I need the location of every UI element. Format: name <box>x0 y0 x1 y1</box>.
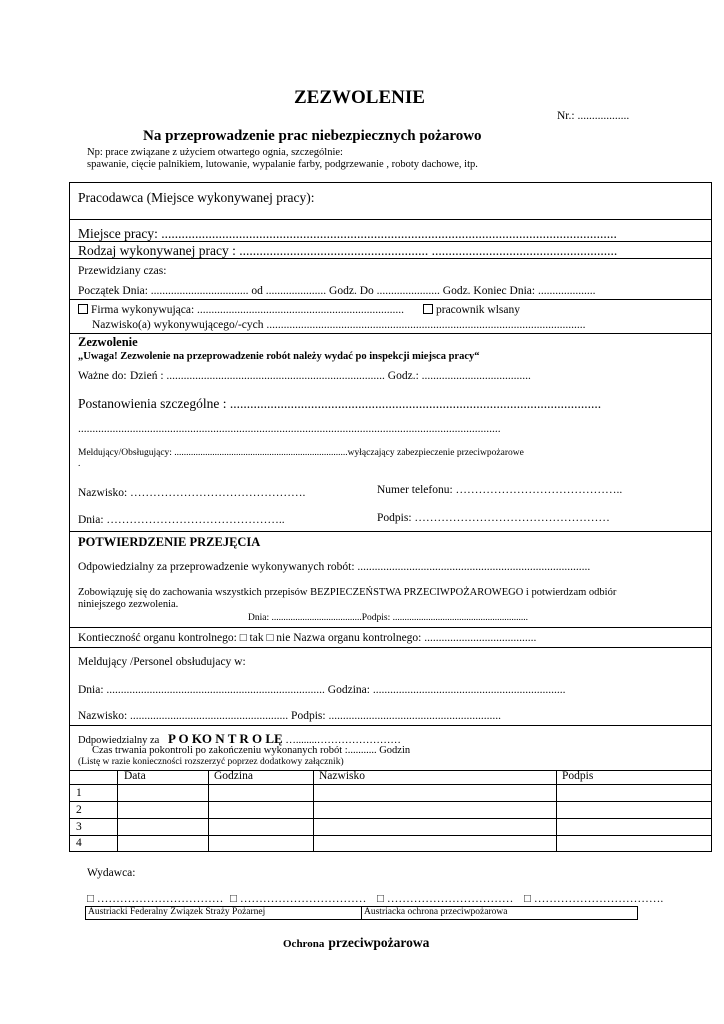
reporter-field[interactable]: Meldujący/Obsługujący: .........................................................................wyłączający zabezpieczenie przeciwpożarowe <box>78 448 524 458</box>
planned-time-label: Przewidziany czas: <box>78 265 167 277</box>
valid-until-label: Ważne do: <box>78 370 127 382</box>
control-body-field[interactable]: Kontieczność organu kontrolnego: □ tak □ nie Nazwa organu kontrolnego: ....................................... <box>78 632 537 644</box>
own-employee-option[interactable] <box>423 304 520 316</box>
bottom-title-small: Ochrona <box>283 938 325 950</box>
obligation-text-2: niniejszego zezwolenia. <box>78 599 179 610</box>
issuer-slot-2[interactable]: □ …………………………… <box>230 893 367 905</box>
acceptance-date-signature[interactable]: Dnia: ......................................Podpis: ......................................................... <box>248 613 528 623</box>
issuer-slot-4[interactable]: □ ……………………………. <box>524 893 664 905</box>
staff-label: Meldujący /Personel obsłudujacy w: <box>78 656 246 668</box>
phone-field[interactable]: Numer telefonu: …………………………………….. <box>377 484 623 496</box>
issuer-slot-3[interactable]: □ …………………………… <box>377 893 514 905</box>
employer-label: Pracodawca (Miejsce wykonywanej pracy): <box>78 190 315 205</box>
permit-warning: „Uwaga! Zezwolenie na przeprowadzenie robót należy wydać po inspekcji miejsca pracy“ <box>78 351 480 362</box>
bottom-title-big: przeciwpożarowa <box>328 935 430 950</box>
work-type-field[interactable]: Rodzaj wykonywanej pracy : ........................................................ ....................................................... <box>78 243 618 258</box>
document-subtitle: Na przeprowadzenie prac niebezpiecznych pożarowo <box>143 128 482 144</box>
special-provisions-continuation[interactable]: ................................................................................................................................................... <box>78 423 501 435</box>
own-employee-label: pracownik wlsany <box>436 304 520 316</box>
document-title: ZEZWOLENIE <box>294 87 425 108</box>
list-note: (Listę w razie konieczności rozszerzyć poprzez dodatkowy załącznik) <box>78 757 344 767</box>
permit-heading: Zezwolenie <box>78 335 138 349</box>
responsible-field[interactable]: Odpowiedzialny za przeprowadzenie wykonywanych robót: ................................................................................. <box>78 561 591 573</box>
dot-mark: . <box>78 459 81 469</box>
workplace-field[interactable]: Miejsce pracy: ....................................................................................................................................... <box>78 226 617 241</box>
valid-day-field[interactable]: Dzień : ............................................................................ Godz.: ...................................... <box>130 370 531 382</box>
surname-field[interactable]: Nazwisko: ………………………………………. <box>78 487 306 499</box>
acceptance-heading: POTWIERDZENIE PRZEJĘCIA <box>78 535 261 549</box>
contractor-firm-option[interactable] <box>78 304 404 316</box>
column-header-date: Data <box>124 770 146 782</box>
date-hour-field[interactable]: Dnia: ............................................................................ Godzina: ................................................................... <box>78 684 566 696</box>
organization-2: Austriacka ochrona przeciwpożarowa <box>364 907 508 917</box>
checkbox-icon[interactable] <box>423 304 433 314</box>
signature-field[interactable]: Podpis: …………………………………………… <box>377 512 610 524</box>
column-header-signature: Podpis <box>562 770 594 782</box>
row-number: 2 <box>76 804 82 816</box>
post-control-label: P O KO N T R O LĘ <box>167 731 283 746</box>
issuer-slot-1[interactable]: □ …………………………… <box>87 893 224 905</box>
date-field[interactable]: Dnia: ……………………………………….. <box>78 514 285 526</box>
bottom-title <box>283 934 429 952</box>
obligation-text-1: Zobowiązuję się do zachowania wszystkich przepisów BEZPIECZEŃSTWA PRZECIWPOŻAROWEGO i potwierdzam odbiór <box>78 587 617 598</box>
row-number: 4 <box>76 837 82 849</box>
issuer-label: Wydawca: <box>87 867 136 879</box>
post-control-prefix: Ddpowiedzialny za <box>78 735 160 746</box>
name-signature-field[interactable]: Nazwisko: ....................................................... Podpis: ............................................................ <box>78 710 501 722</box>
header-note-1: Np: prace związane z użyciem otwartego ognia, szczególnie: <box>87 147 343 158</box>
row-number: 3 <box>76 821 82 833</box>
checkbox-icon[interactable] <box>78 304 88 314</box>
document-number: Nr.: .................. <box>557 110 630 122</box>
start-end-field[interactable]: Początek Dnia: .................................. od ..................... Godz. Do ...................... Godz. Koniec Dnia: .................... <box>78 285 596 297</box>
worker-names-field[interactable]: Nazwisko(a) wykonywującego/-cych ............................................................................................................... <box>92 319 586 331</box>
organization-1: Austriacki Federalny Związek Straży Pożarnej <box>88 907 266 917</box>
post-control-duration[interactable]: Czas trwania pokontroli po zakończeniu wykonanych robót :........... Godzin <box>92 745 411 756</box>
row-number: 1 <box>76 787 82 799</box>
contractor-firm-label: Firma wykonywująca: ........................................................................ <box>91 304 405 316</box>
column-header-hour: Godzina <box>214 770 253 782</box>
header-note-2: spawanie, cięcie palnikiem, lutowanie, wypalanie farby, podgrzewanie , roboty dachowe, itp. <box>87 159 478 170</box>
special-provisions-field[interactable]: Postanowienia szczególne : .............................................................................................................. <box>78 396 602 411</box>
post-control-dots: …........…………………… <box>285 735 401 746</box>
column-header-name: Nazwisko <box>319 770 365 782</box>
